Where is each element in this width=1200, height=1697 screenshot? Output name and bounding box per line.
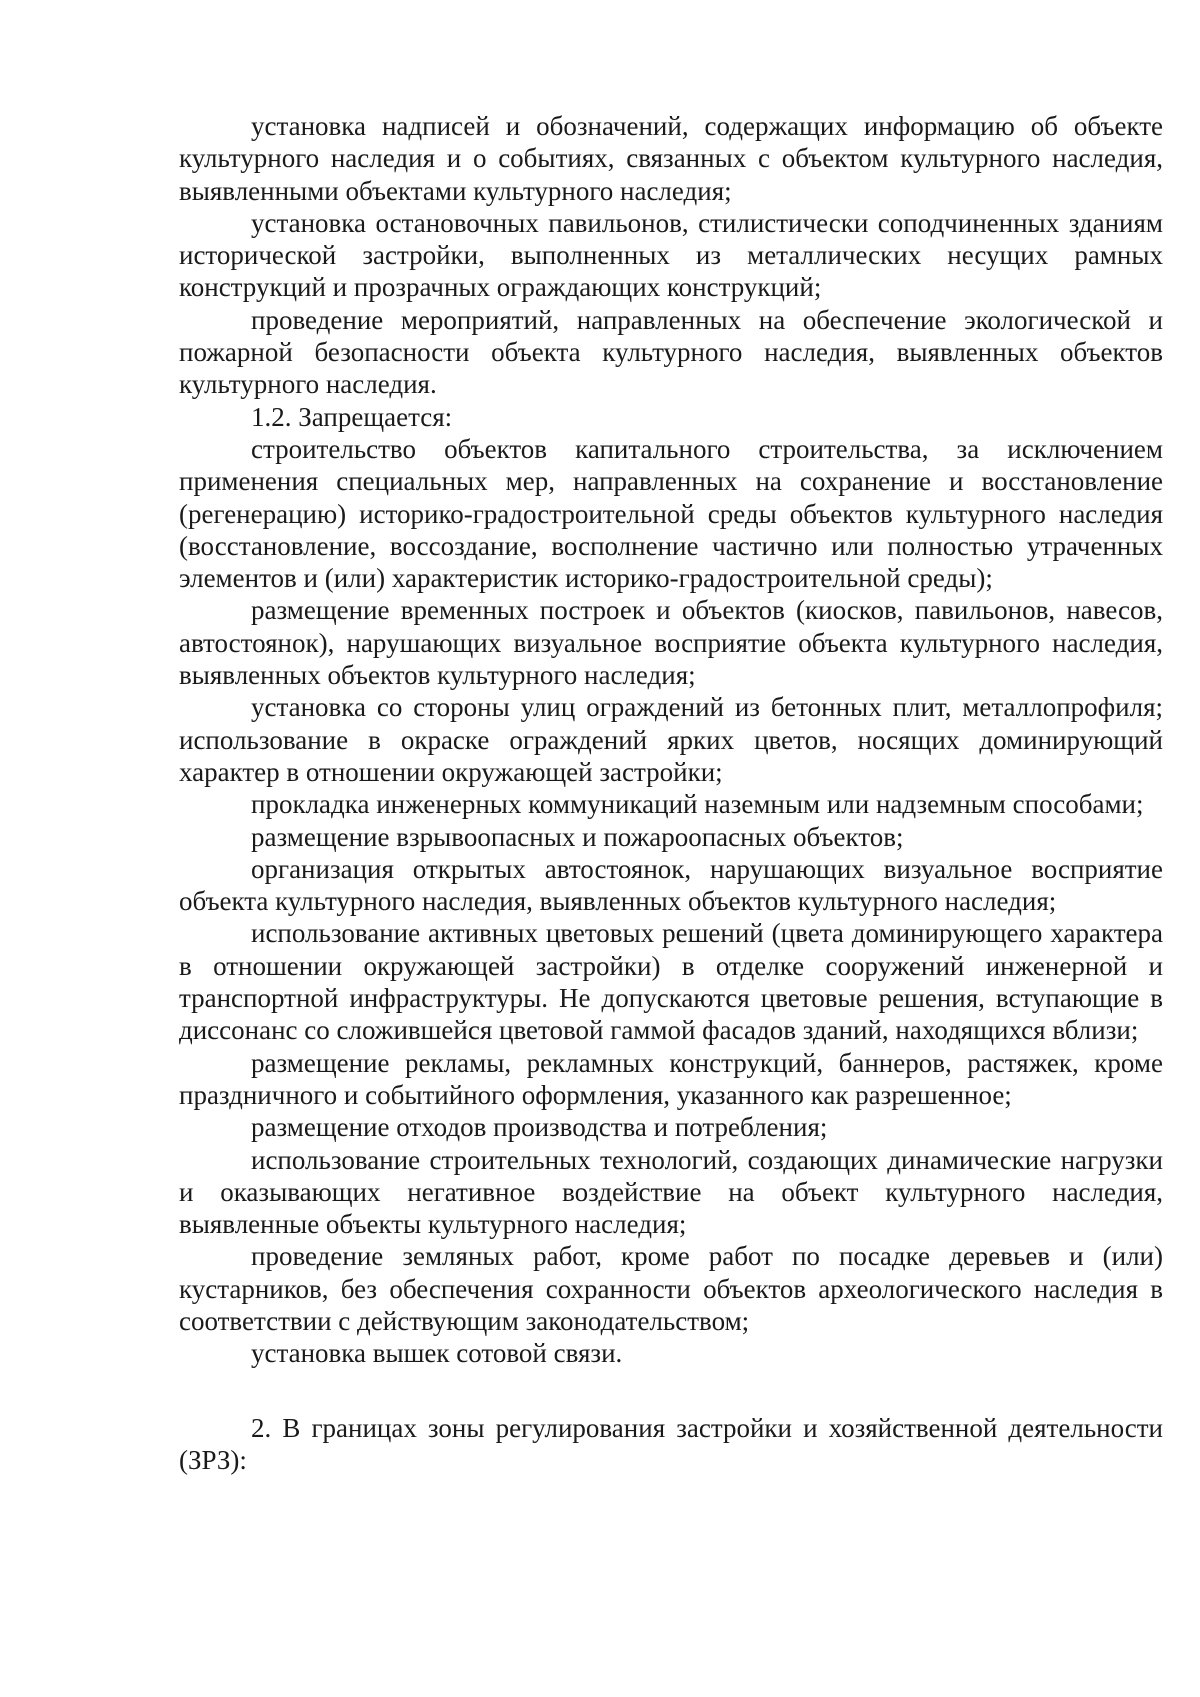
section-heading-zrz: 2. В границах зоны регулирования застройки и хозяйственной деятельности (ЗРЗ): [179,1412,1163,1475]
section-heading-prohibited: 1.2. Запрещается: [251,401,453,432]
paragraph-construction-technologies: использование строительных технологий, создающих динамические нагрузки и оказывающих негативное воздействие на объект культурного наследия, выявленные объекты культурного наследия; [179,1144,1163,1240]
paragraph-advertising: размещение рекламы, рекламных конструкций, баннеров, растяжек, кроме праздничного и событийного оформления, указанного как разрешенное; [179,1047,1163,1110]
paragraph-earthworks: проведение земляных работ, кроме работ по посадке деревьев и (или) кустарников, без обеспечения сохранности объектов археологического наследия в соответствии с действующим законодательством; [179,1241,1163,1336]
paragraph-fences: установка со стороны улиц ограждений из бетонных плит, металлопрофиля; использование в окраске ограждений ярких цветов, носящих доминирующий характер в отношении окружающей застройки; [179,692,1163,787]
paragraph-capital-construction: строительство объектов капитального строительства, за исключением применения специальных мер, направленных на сохранение и восстановление (регенерацию) историко-градостроительной среды объектов культурного наследия (восстановление, воссоздание, восполнение частично или полностью утраченных элементов и (или) характеристик историко-градостроительной среды); [179,433,1163,594]
paragraph-open-parking: организация открытых автостоянок, нарушающих визуальное восприятие объекта культурного наследия, выявленных объектов культурного наследия; [179,853,1163,917]
paragraph-color-solutions: использование активных цветовых решений (цвета доминирующего характера в отношении окружающей застройки) в отделке сооружений инженерной и транспортной инфраструктуры. Не допускаются цветовые решения, вступающие в диссонанс со сложившейся цветовой гаммой фасадов зданий, находящихся вблизи; [179,918,1163,1046]
paragraph-safety-measures: проведение мероприятий, направленных на обеспечение экологической и пожарной безопасности объекта культурного наследия, выявленных объектов культурного наследия. [179,304,1163,400]
paragraph-waste: размещение отходов производства и потребления; [251,1112,828,1143]
document-body [179,110,1163,1476]
paragraph-inscriptions: установка надписей и обозначений, содержащих информацию об объекте культурного наследия и о событиях, связанных с объектом культурного наследия, выявленными объектами культурного наследия; [179,111,1163,206]
paragraph-cell-towers: установка вышек сотовой связи. [251,1338,623,1369]
paragraph-temporary-structures: размещение временных построек и объектов (киосков, павильонов, навесов, автостоянок), нарушающих визуальное восприятие объекта культурного наследия, выявленных объектов культурного наследия; [179,595,1163,691]
paragraph-utilities: прокладка инженерных коммуникаций наземным или надземным способами; [251,789,1144,820]
paragraph-bus-pavilions: установка остановочных павильонов, стилистически соподчиненных зданиям исторической застройки, выполненных из металлических несущих рамных конструкций и прозрачных ограждающих конструкций; [179,207,1163,303]
paragraph-hazardous-objects: размещение взрывоопасных и пожароопасных объектов; [251,821,904,852]
